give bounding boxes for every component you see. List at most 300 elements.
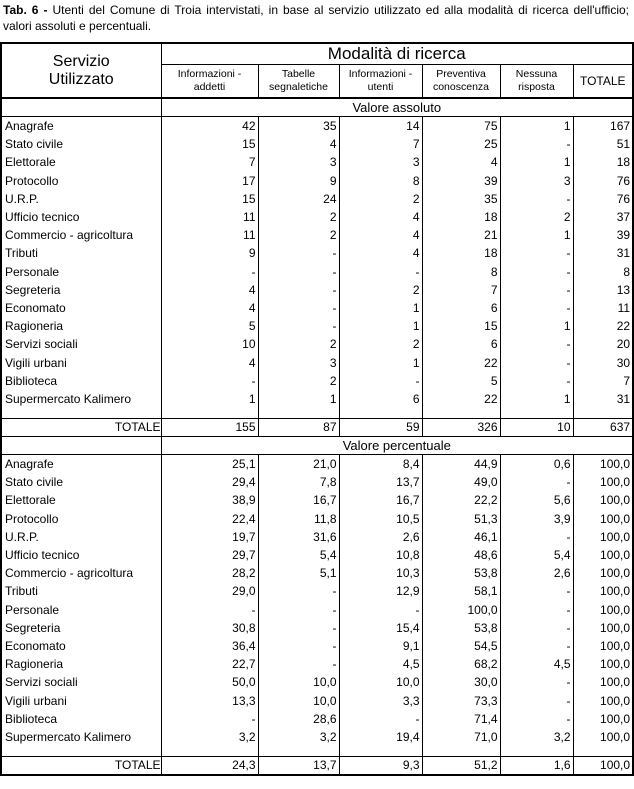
table-row	[1, 601, 633, 619]
table-cell: 38,9	[161, 491, 258, 509]
table-cell: 44,9	[422, 455, 500, 474]
table-cell: -	[500, 473, 573, 491]
table-cell: -	[161, 710, 258, 728]
table-caption	[3, 2, 629, 34]
table-cell: 4	[161, 281, 258, 299]
table-cell: 8,4	[339, 455, 422, 474]
table-cell: 167	[573, 117, 633, 136]
table-cell: 4	[339, 208, 422, 226]
table-cell: 35	[422, 190, 500, 208]
table-row	[1, 226, 633, 244]
spacer-cell	[500, 408, 573, 419]
table-cell: 3	[339, 153, 422, 171]
table-cell: 31	[573, 390, 633, 408]
spacer-cell	[1, 408, 161, 419]
table-cell: 39	[573, 226, 633, 244]
table-cell: 10	[161, 335, 258, 353]
table-cell: 42	[161, 117, 258, 136]
table-cell: -	[500, 190, 573, 208]
table-cell: 1	[500, 317, 573, 335]
section-label-cell	[1, 98, 161, 117]
table-row	[1, 263, 633, 281]
spacer-cell	[422, 746, 500, 757]
total-cell: 100,0	[573, 757, 633, 776]
table-cell: 2	[258, 226, 339, 244]
table-cell: 31	[573, 244, 633, 262]
table-cell: -	[500, 528, 573, 546]
total-cell: 155	[161, 419, 258, 437]
total-row	[1, 419, 633, 437]
table-cell: 4	[339, 244, 422, 262]
table-cell: 1	[500, 117, 573, 136]
total-cell: 87	[258, 419, 339, 437]
column-header	[422, 65, 500, 99]
row-label: Personale	[1, 601, 161, 619]
table-cell: 0,6	[500, 455, 573, 474]
table-cell: 36,4	[161, 637, 258, 655]
row-label: Personale	[1, 263, 161, 281]
spacer-cell	[1, 746, 161, 757]
table-cell: 2	[258, 208, 339, 226]
column-header-line1: Preventiva	[436, 68, 486, 80]
row-label: Economato	[1, 637, 161, 655]
table-cell: 24	[258, 190, 339, 208]
table-cell: 2	[339, 335, 422, 353]
table-cell: 6	[339, 390, 422, 408]
data-table	[0, 42, 634, 776]
table-cell: -	[500, 601, 573, 619]
spacer-cell	[573, 746, 633, 757]
table-cell: -	[161, 601, 258, 619]
table-cell: 30,0	[422, 673, 500, 691]
table-row	[1, 528, 633, 546]
table-cell: 18	[573, 153, 633, 171]
column-header-line1: Nessuna	[515, 68, 558, 80]
table-cell: 9	[258, 172, 339, 190]
modality-header: Modalità di ricerca	[161, 43, 633, 65]
table-cell: -	[161, 372, 258, 390]
table-cell: 21,0	[258, 455, 339, 474]
row-label: Segreteria	[1, 281, 161, 299]
row-label: Commercio - agricoltura	[1, 226, 161, 244]
column-header	[161, 65, 258, 99]
table-cell: -	[500, 335, 573, 353]
table-row	[1, 455, 633, 474]
table-cell: 29,4	[161, 473, 258, 491]
total-cell: 51,2	[422, 757, 500, 776]
table-cell: 54,5	[422, 637, 500, 655]
column-header	[258, 65, 339, 99]
table-cell: 4	[422, 153, 500, 171]
table-cell: 8	[339, 172, 422, 190]
table-cell: 17	[161, 172, 258, 190]
table-cell: 28,2	[161, 564, 258, 582]
spacer-cell	[500, 746, 573, 757]
table-cell: 9,1	[339, 637, 422, 655]
table-cell: 2	[339, 190, 422, 208]
table-cell: 12,9	[339, 582, 422, 600]
column-header	[500, 65, 573, 99]
table-cell: 3,2	[500, 728, 573, 746]
table-cell: 22,7	[161, 655, 258, 673]
table-cell: -	[500, 710, 573, 728]
column-header-line2: utenti	[367, 81, 394, 93]
table-row	[1, 172, 633, 190]
table-cell: 71,4	[422, 710, 500, 728]
row-label: U.R.P.	[1, 190, 161, 208]
caption-text: Utenti del Comune di Troia intervistati, in base al servizio utilizzato ed alla modalità di ricerca dell'ufficio; valori assoluti e percentuali.	[3, 3, 629, 33]
table-cell: -	[500, 637, 573, 655]
table-cell: 5	[422, 372, 500, 390]
section-label-cell	[1, 437, 161, 455]
table-cell: 100,0	[573, 655, 633, 673]
table-row	[1, 564, 633, 582]
table-cell: 5,6	[500, 491, 573, 509]
table-cell: 53,8	[422, 564, 500, 582]
table-cell: 1	[500, 226, 573, 244]
row-label: Stato civile	[1, 135, 161, 153]
row-label: Servizi sociali	[1, 335, 161, 353]
table-cell: 100,0	[422, 601, 500, 619]
table-cell: -	[258, 655, 339, 673]
table-cell: 13,7	[339, 473, 422, 491]
total-cell: 24,3	[161, 757, 258, 776]
table-cell: 14	[339, 117, 422, 136]
total-cell: 326	[422, 419, 500, 437]
table-cell: 13,3	[161, 691, 258, 709]
table-cell: 3,2	[258, 728, 339, 746]
table-cell: 20	[573, 335, 633, 353]
total-cell: 59	[339, 419, 422, 437]
table-cell: 11	[161, 208, 258, 226]
table-cell: 7	[422, 281, 500, 299]
service-header-line2: Utilizzato	[48, 70, 114, 88]
spacer-cell	[258, 746, 339, 757]
table-row	[1, 317, 633, 335]
table-cell: 25	[422, 135, 500, 153]
total-cell: 9,3	[339, 757, 422, 776]
table-cell: 10,0	[339, 673, 422, 691]
table-row	[1, 655, 633, 673]
table-cell: 75	[422, 117, 500, 136]
table-row	[1, 691, 633, 709]
row-label: U.R.P.	[1, 528, 161, 546]
table-cell: 11	[573, 299, 633, 317]
table-row	[1, 299, 633, 317]
total-cell: 13,7	[258, 757, 339, 776]
table-cell: 21	[422, 226, 500, 244]
table-cell: 15,4	[339, 619, 422, 637]
table-row	[1, 244, 633, 262]
table-cell: -	[258, 582, 339, 600]
table-cell: 5,4	[500, 546, 573, 564]
section-title: Valore assoluto	[161, 98, 633, 117]
table-cell: -	[500, 673, 573, 691]
table-cell: 2	[500, 208, 573, 226]
table-cell: 19,7	[161, 528, 258, 546]
table-cell: 25,1	[161, 455, 258, 474]
table-cell: -	[500, 582, 573, 600]
table-cell: 16,7	[339, 491, 422, 509]
table-cell: -	[161, 263, 258, 281]
table-cell: 100,0	[573, 619, 633, 637]
table-cell: 3,3	[339, 691, 422, 709]
row-label: Tributi	[1, 582, 161, 600]
table-cell: 3,9	[500, 510, 573, 528]
row-label: Supermercato Kalimero	[1, 728, 161, 746]
table-cell: 50,0	[161, 673, 258, 691]
table-cell: 51,3	[422, 510, 500, 528]
table-cell: 30	[573, 353, 633, 371]
table-cell: -	[258, 601, 339, 619]
table-cell: 10,5	[339, 510, 422, 528]
column-header-line1: TOTALE	[579, 73, 626, 88]
spacer-cell	[573, 408, 633, 419]
table-cell: 10,0	[258, 691, 339, 709]
table-row	[1, 637, 633, 655]
table-cell: 22	[422, 390, 500, 408]
table-cell: 2	[339, 281, 422, 299]
spacer-cell	[422, 408, 500, 419]
table-cell: 1	[161, 390, 258, 408]
table-row	[1, 353, 633, 371]
spacer-cell	[339, 408, 422, 419]
row-label: Anagrafe	[1, 117, 161, 136]
table-row	[1, 390, 633, 408]
table-cell: 30,8	[161, 619, 258, 637]
table-cell: 6	[422, 335, 500, 353]
table-cell: 4	[161, 299, 258, 317]
table-cell: 2,6	[339, 528, 422, 546]
column-header	[339, 65, 422, 99]
table-cell: 39	[422, 172, 500, 190]
row-label: Segreteria	[1, 619, 161, 637]
table-row	[1, 190, 633, 208]
table-cell: 68,2	[422, 655, 500, 673]
row-label: Tributi	[1, 244, 161, 262]
table-cell: 29,7	[161, 546, 258, 564]
table-cell: -	[258, 299, 339, 317]
table-row	[1, 372, 633, 390]
table-cell: 49,0	[422, 473, 500, 491]
row-label: Biblioteca	[1, 710, 161, 728]
spacer-cell	[161, 746, 258, 757]
table-cell: -	[500, 353, 573, 371]
row-label: Economato	[1, 299, 161, 317]
service-header-line1: Servizio	[52, 52, 110, 70]
table-cell: 31,6	[258, 528, 339, 546]
table-cell: 100,0	[573, 710, 633, 728]
table-cell: 58,1	[422, 582, 500, 600]
row-label: Supermercato Kalimero	[1, 390, 161, 408]
table-cell: 1	[500, 153, 573, 171]
total-label: TOTALE	[1, 419, 161, 437]
table-cell: 100,0	[573, 601, 633, 619]
column-header-line1: Informazioni -	[348, 68, 413, 80]
table-cell: 46,1	[422, 528, 500, 546]
row-label: Biblioteca	[1, 372, 161, 390]
table-cell: -	[339, 710, 422, 728]
total-cell: 10	[500, 419, 573, 437]
table-cell: 5,4	[258, 546, 339, 564]
table-cell: 100,0	[573, 510, 633, 528]
table-row	[1, 728, 633, 746]
table-cell: 1	[339, 353, 422, 371]
table-row	[1, 208, 633, 226]
table-row	[1, 510, 633, 528]
table-cell: 73,3	[422, 691, 500, 709]
column-header	[573, 65, 633, 99]
table-cell: -	[500, 244, 573, 262]
section-title: Valore percentuale	[161, 437, 633, 455]
table-cell: 16,7	[258, 491, 339, 509]
table-cell: 10,0	[258, 673, 339, 691]
table-cell: 37	[573, 208, 633, 226]
table-row	[1, 710, 633, 728]
table-row	[1, 491, 633, 509]
table-cell: 15	[422, 317, 500, 335]
row-label: Ufficio tecnico	[1, 546, 161, 564]
table-cell: -	[339, 601, 422, 619]
table-cell: 2	[258, 335, 339, 353]
table-row	[1, 582, 633, 600]
table-cell: 48,6	[422, 546, 500, 564]
table-row	[1, 619, 633, 637]
table-cell: 100,0	[573, 582, 633, 600]
table-cell: 6	[422, 299, 500, 317]
table-cell: 3	[258, 153, 339, 171]
caption-label: Tab. 6 -	[3, 3, 48, 17]
row-label: Stato civile	[1, 473, 161, 491]
total-label: TOTALE	[1, 757, 161, 776]
table-cell: 1	[500, 390, 573, 408]
table-cell: 18	[422, 244, 500, 262]
table-cell: -	[258, 619, 339, 637]
table-cell: 71,0	[422, 728, 500, 746]
total-cell: 1,6	[500, 757, 573, 776]
table-cell: 10,3	[339, 564, 422, 582]
table-cell: 5,1	[258, 564, 339, 582]
table-cell: 3	[258, 353, 339, 371]
row-label: Vigili urbani	[1, 691, 161, 709]
table-row	[1, 281, 633, 299]
table-cell: -	[258, 317, 339, 335]
table-cell: 100,0	[573, 528, 633, 546]
service-header	[1, 43, 161, 98]
table-cell: -	[500, 281, 573, 299]
total-row	[1, 757, 633, 776]
table-cell: 13	[573, 281, 633, 299]
table-cell: 22	[573, 317, 633, 335]
table-cell: 4	[161, 353, 258, 371]
table-cell: 4,5	[339, 655, 422, 673]
table-cell: 1	[258, 390, 339, 408]
table-row	[1, 335, 633, 353]
table-cell: 51	[573, 135, 633, 153]
spacer-cell	[339, 746, 422, 757]
table-cell: 3,2	[161, 728, 258, 746]
table-cell: 100,0	[573, 728, 633, 746]
table-cell: -	[500, 691, 573, 709]
table-cell: 8	[573, 263, 633, 281]
table-cell: 22,2	[422, 491, 500, 509]
column-header-line2: addetti	[193, 81, 226, 93]
table-cell: 76	[573, 172, 633, 190]
table-cell: 9	[161, 244, 258, 262]
table-cell: -	[500, 299, 573, 317]
table-cell: 7	[573, 372, 633, 390]
table-cell: 100,0	[573, 473, 633, 491]
row-label: Elettorale	[1, 153, 161, 171]
column-header-line1: Informazioni -	[177, 68, 242, 80]
table-row	[1, 135, 633, 153]
row-label: Ufficio tecnico	[1, 208, 161, 226]
row-label: Servizi sociali	[1, 673, 161, 691]
table-cell: 11,8	[258, 510, 339, 528]
table-cell: 100,0	[573, 491, 633, 509]
spacer-cell	[258, 408, 339, 419]
row-label: Vigili urbani	[1, 353, 161, 371]
table-row	[1, 117, 633, 136]
total-cell: 637	[573, 419, 633, 437]
table-cell: 3	[500, 172, 573, 190]
row-label: Protocollo	[1, 510, 161, 528]
table-cell: 11	[161, 226, 258, 244]
table-cell: 100,0	[573, 564, 633, 582]
table-cell: -	[258, 281, 339, 299]
table-cell: 28,6	[258, 710, 339, 728]
table-cell: -	[500, 619, 573, 637]
table-cell: -	[339, 372, 422, 390]
column-header-line2: risposta	[518, 81, 555, 93]
spacer-cell	[161, 408, 258, 419]
table-cell: 7	[161, 153, 258, 171]
table-cell: 15	[161, 190, 258, 208]
table-cell: -	[500, 372, 573, 390]
table-cell: 53,8	[422, 619, 500, 637]
table-cell: 4,5	[500, 655, 573, 673]
table-cell: 1	[339, 299, 422, 317]
table-cell: 4	[258, 135, 339, 153]
table-cell: 18	[422, 208, 500, 226]
table-cell: 2	[258, 372, 339, 390]
table-cell: 10,8	[339, 546, 422, 564]
table-cell: -	[258, 263, 339, 281]
table-cell: 7	[339, 135, 422, 153]
table-cell: -	[500, 263, 573, 281]
row-label: Protocollo	[1, 172, 161, 190]
table-row	[1, 153, 633, 171]
table-cell: 22,4	[161, 510, 258, 528]
table-cell: 100,0	[573, 546, 633, 564]
row-label: Commercio - agricoltura	[1, 564, 161, 582]
column-header-line2: segnaletiche	[269, 81, 328, 93]
table-cell: 15	[161, 135, 258, 153]
table-cell: 2,6	[500, 564, 573, 582]
table-cell: -	[500, 135, 573, 153]
table-cell: 5	[161, 317, 258, 335]
column-header-line2: conoscenza	[432, 81, 490, 93]
table-cell: -	[258, 637, 339, 655]
table-cell: -	[258, 244, 339, 262]
table-cell: 76	[573, 190, 633, 208]
row-label: Ragioneria	[1, 317, 161, 335]
table-cell: 19,4	[339, 728, 422, 746]
table-cell: 35	[258, 117, 339, 136]
table-row	[1, 546, 633, 564]
table-cell: 100,0	[573, 637, 633, 655]
table-cell: 100,0	[573, 691, 633, 709]
